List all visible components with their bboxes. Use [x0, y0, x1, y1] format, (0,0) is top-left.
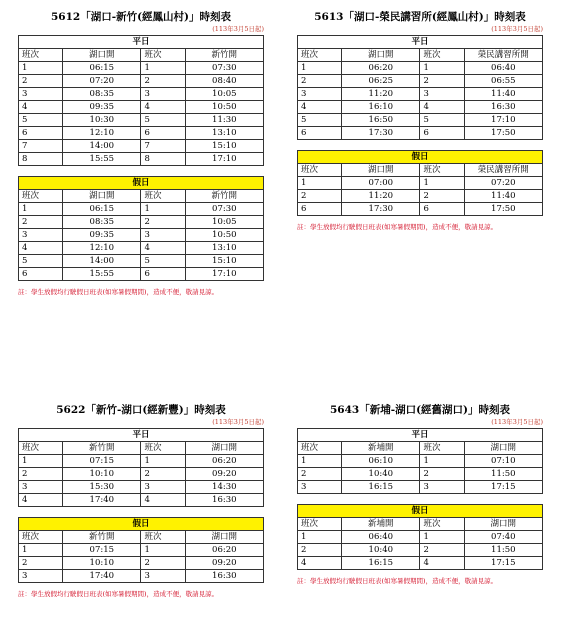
table-row: [298, 101, 543, 114]
header-row: [19, 531, 264, 544]
weekday-table: [18, 428, 264, 507]
section-label: 假日: [19, 518, 264, 531]
trip-number: 1: [19, 62, 63, 75]
weekday-table: [297, 428, 543, 494]
trip-number: 8: [141, 153, 185, 166]
departure-time: 14:00: [63, 255, 141, 268]
column-header: 班次: [420, 164, 464, 177]
departure-time: 16:30: [464, 101, 542, 114]
departure-time: 10:05: [185, 216, 263, 229]
column-header: 湖口開: [464, 442, 542, 455]
departure-time: 16:15: [342, 557, 420, 570]
departure-time: 12:10: [63, 242, 141, 255]
departure-time: 11:40: [464, 88, 542, 101]
header-row: [298, 164, 543, 177]
departure-time: 17:30: [342, 127, 420, 140]
table-row: [298, 75, 543, 88]
departure-time: 07:20: [63, 75, 141, 88]
departure-time: 08:35: [63, 88, 141, 101]
column-header: 新竹開: [185, 190, 263, 203]
column-header: 湖口開: [342, 164, 420, 177]
trip-number: 4: [420, 101, 464, 114]
trip-number: 4: [298, 557, 342, 570]
trip-number: 4: [19, 101, 63, 114]
trip-number: 5: [298, 114, 342, 127]
departure-time: 14:30: [185, 481, 263, 494]
departure-time: 15:55: [63, 153, 141, 166]
departure-time: 09:35: [63, 229, 141, 242]
trip-number: 1: [298, 531, 342, 544]
trip-number: 2: [420, 190, 464, 203]
effective-date: (113年3月5日起): [491, 418, 543, 426]
trip-number: 1: [298, 177, 342, 190]
trip-number: 1: [298, 455, 342, 468]
table-row: [19, 268, 264, 281]
departure-time: 15:30: [63, 481, 141, 494]
column-header: 班次: [298, 49, 342, 62]
section-label: 平日: [19, 36, 264, 49]
trip-number: 2: [298, 190, 342, 203]
trip-number: 6: [298, 203, 342, 216]
section-label: 平日: [298, 429, 543, 442]
departure-time: 06:20: [185, 455, 263, 468]
trip-number: 1: [420, 177, 464, 190]
column-header: 班次: [420, 442, 464, 455]
timetable-title: 5612「湖口-新竹(經鳳山村)」時刻表: [50, 11, 232, 23]
trip-number: 2: [420, 468, 464, 481]
header-row: [298, 442, 543, 455]
table-row: [19, 75, 264, 88]
column-header: 班次: [19, 49, 63, 62]
departure-time: 17:10: [185, 268, 263, 281]
departure-time: 07:30: [185, 62, 263, 75]
trip-number: 1: [141, 62, 185, 75]
column-header: 班次: [298, 164, 342, 177]
column-header: 新竹開: [63, 442, 141, 455]
trip-number: 3: [298, 88, 342, 101]
column-header: 湖口開: [464, 518, 542, 531]
table-row: [298, 481, 543, 494]
departure-time: 11:20: [342, 190, 420, 203]
header-row: [19, 442, 264, 455]
column-header: 班次: [420, 49, 464, 62]
departure-time: 13:10: [185, 242, 263, 255]
schedule-note: 註：學生放假均行駛假日班表(如寒暑假期間)，造成不便，敬請見諒。: [18, 288, 219, 296]
column-header: 湖口開: [63, 49, 141, 62]
departure-time: 16:30: [185, 570, 263, 583]
departure-time: 09:20: [185, 557, 263, 570]
departure-time: 17:15: [464, 557, 542, 570]
column-header: 班次: [141, 190, 185, 203]
table-row: [19, 544, 264, 557]
holiday-table: [18, 176, 264, 281]
trip-number: 2: [19, 468, 63, 481]
departure-time: 06:20: [342, 62, 420, 75]
column-header: 榮民講習所開: [464, 49, 542, 62]
effective-date: (113年3月5日起): [212, 25, 264, 33]
timetable-5622: [18, 403, 264, 598]
trip-number: 5: [141, 114, 185, 127]
departure-time: 17:50: [464, 203, 542, 216]
trip-number: 1: [420, 62, 464, 75]
departure-time: 06:15: [63, 62, 141, 75]
trip-number: 4: [420, 557, 464, 570]
table-row: [298, 114, 543, 127]
timetable-5643: [297, 403, 543, 585]
departure-time: 13:10: [185, 127, 263, 140]
column-header: 湖口開: [185, 442, 263, 455]
departure-time: 07:00: [342, 177, 420, 190]
timetable-5612: [18, 10, 264, 296]
table-row: [298, 531, 543, 544]
schedule-note: 註：學生放假均行駛假日班表(如寒暑假期間)，造成不便，敬請見諒。: [297, 223, 498, 231]
departure-time: 16:10: [342, 101, 420, 114]
trip-number: 4: [19, 494, 63, 507]
trip-number: 2: [141, 557, 185, 570]
table-row: [298, 62, 543, 75]
column-header: 榮民講習所開: [464, 164, 542, 177]
departure-time: 17:10: [464, 114, 542, 127]
holiday-table: [18, 517, 264, 583]
trip-number: 3: [298, 481, 342, 494]
column-header: 班次: [19, 531, 63, 544]
departure-time: 17:15: [464, 481, 542, 494]
table-row: [19, 101, 264, 114]
effective-date: (113年3月5日起): [491, 25, 543, 33]
departure-time: 09:35: [63, 101, 141, 114]
trip-number: 4: [298, 101, 342, 114]
trip-number: 1: [141, 544, 185, 557]
trip-number: 6: [141, 127, 185, 140]
header-row: [298, 49, 543, 62]
departure-time: 17:10: [185, 153, 263, 166]
trip-number: 2: [19, 557, 63, 570]
weekday-table: [297, 35, 543, 140]
schedule-note: 註：學生放假均行駛假日班表(如寒暑假期間)，造成不便，敬請見諒。: [18, 590, 219, 598]
trip-number: 2: [298, 75, 342, 88]
departure-time: 17:40: [63, 570, 141, 583]
departure-time: 07:10: [464, 455, 542, 468]
table-row: [19, 140, 264, 153]
trip-number: 4: [141, 242, 185, 255]
table-row: [19, 216, 264, 229]
departure-time: 06:55: [464, 75, 542, 88]
trip-number: 2: [298, 544, 342, 557]
trip-number: 3: [141, 88, 185, 101]
table-row: [298, 544, 543, 557]
departure-time: 11:40: [464, 190, 542, 203]
column-header: 班次: [19, 190, 63, 203]
departure-time: 16:15: [342, 481, 420, 494]
trip-number: 3: [420, 88, 464, 101]
trip-number: 7: [19, 140, 63, 153]
departure-time: 07:20: [464, 177, 542, 190]
trip-number: 4: [141, 101, 185, 114]
table-row: [19, 242, 264, 255]
trip-number: 1: [19, 203, 63, 216]
table-row: [298, 190, 543, 203]
schedule-note: 註：學生放假均行駛假日班表(如寒暑假期間)，造成不便，敬請見諒。: [297, 577, 498, 585]
column-header: 班次: [420, 518, 464, 531]
column-header: 班次: [19, 442, 63, 455]
table-row: [298, 557, 543, 570]
table-row: [19, 88, 264, 101]
column-header: 班次: [141, 531, 185, 544]
column-header: 班次: [141, 49, 185, 62]
departure-time: 07:15: [63, 455, 141, 468]
table-row: [19, 229, 264, 242]
table-row: [19, 114, 264, 127]
section-label: 假日: [19, 177, 264, 190]
table-row: [19, 255, 264, 268]
trip-number: 3: [19, 481, 63, 494]
trip-number: 3: [141, 481, 185, 494]
departure-time: 10:10: [63, 468, 141, 481]
trip-number: 6: [420, 203, 464, 216]
departure-time: 16:50: [342, 114, 420, 127]
trip-number: 2: [141, 75, 185, 88]
holiday-table: [297, 150, 543, 216]
timetable-5613: [297, 10, 543, 231]
departure-time: 11:50: [464, 468, 542, 481]
table-row: [19, 481, 264, 494]
departure-time: 06:25: [342, 75, 420, 88]
departure-time: 07:40: [464, 531, 542, 544]
trip-number: 2: [420, 75, 464, 88]
departure-time: 10:05: [185, 88, 263, 101]
timetable-title: 5643「新埔-湖口(經舊湖口)」時刻表: [329, 404, 511, 416]
column-header: 新埔開: [342, 518, 420, 531]
departure-time: 06:40: [342, 531, 420, 544]
table-row: [298, 203, 543, 216]
departure-time: 11:30: [185, 114, 263, 127]
departure-time: 15:55: [63, 268, 141, 281]
table-row: [298, 177, 543, 190]
table-row: [19, 127, 264, 140]
trip-number: 2: [141, 468, 185, 481]
departure-time: 10:10: [63, 557, 141, 570]
section-label: 平日: [19, 429, 264, 442]
departure-time: 10:50: [185, 229, 263, 242]
table-row: [19, 62, 264, 75]
table-row: [19, 203, 264, 216]
trip-number: 1: [19, 544, 63, 557]
departure-time: 06:40: [464, 62, 542, 75]
trip-number: 3: [19, 88, 63, 101]
departure-time: 06:15: [63, 203, 141, 216]
departure-time: 10:40: [342, 544, 420, 557]
trip-number: 5: [141, 255, 185, 268]
header-row: [298, 518, 543, 531]
table-row: [298, 468, 543, 481]
departure-time: 10:40: [342, 468, 420, 481]
section-label: 假日: [298, 505, 543, 518]
departure-time: 07:15: [63, 544, 141, 557]
header-row: [19, 49, 264, 62]
timetable-title: 5613「湖口-榮民講習所(經鳳山村)」時刻表: [314, 11, 526, 23]
holiday-table: [297, 504, 543, 570]
trip-number: 6: [298, 127, 342, 140]
timetable-title: 5622「新竹-湖口(經新豐)」時刻表: [56, 404, 226, 416]
departure-time: 17:50: [464, 127, 542, 140]
table-row: [19, 153, 264, 166]
table-row: [298, 455, 543, 468]
departure-time: 08:40: [185, 75, 263, 88]
departure-time: 10:50: [185, 101, 263, 114]
trip-number: 7: [141, 140, 185, 153]
trip-number: 2: [420, 544, 464, 557]
departure-time: 07:30: [185, 203, 263, 216]
column-header: 班次: [141, 442, 185, 455]
departure-time: 11:20: [342, 88, 420, 101]
trip-number: 8: [19, 153, 63, 166]
trip-number: 1: [420, 455, 464, 468]
trip-number: 2: [19, 75, 63, 88]
trip-number: 1: [420, 531, 464, 544]
effective-date: (113年3月5日起): [212, 418, 264, 426]
column-header: 班次: [298, 518, 342, 531]
trip-number: 3: [141, 229, 185, 242]
trip-number: 2: [141, 216, 185, 229]
table-row: [19, 570, 264, 583]
trip-number: 6: [141, 268, 185, 281]
weekday-table: [18, 35, 264, 166]
departure-time: 12:10: [63, 127, 141, 140]
trip-number: 4: [19, 242, 63, 255]
departure-time: 17:30: [342, 203, 420, 216]
departure-time: 06:20: [185, 544, 263, 557]
trip-number: 3: [141, 570, 185, 583]
departure-time: 15:10: [185, 140, 263, 153]
table-row: [19, 557, 264, 570]
trip-number: 2: [298, 468, 342, 481]
departure-time: 14:00: [63, 140, 141, 153]
trip-number: 3: [19, 570, 63, 583]
table-row: [298, 88, 543, 101]
trip-number: 1: [298, 62, 342, 75]
departure-time: 06:10: [342, 455, 420, 468]
column-header: 新竹開: [63, 531, 141, 544]
header-row: [19, 190, 264, 203]
trip-number: 5: [420, 114, 464, 127]
departure-time: 17:40: [63, 494, 141, 507]
trip-number: 1: [141, 203, 185, 216]
trip-number: 5: [19, 114, 63, 127]
departure-time: 09:20: [185, 468, 263, 481]
table-row: [19, 455, 264, 468]
trip-number: 3: [420, 481, 464, 494]
column-header: 湖口開: [342, 49, 420, 62]
trip-number: 6: [420, 127, 464, 140]
trip-number: 6: [19, 268, 63, 281]
trip-number: 5: [19, 255, 63, 268]
trip-number: 1: [141, 455, 185, 468]
departure-time: 11:50: [464, 544, 542, 557]
departure-time: 16:30: [185, 494, 263, 507]
table-row: [19, 468, 264, 481]
column-header: 湖口開: [63, 190, 141, 203]
column-header: 班次: [298, 442, 342, 455]
section-label: 平日: [298, 36, 543, 49]
trip-number: 1: [19, 455, 63, 468]
section-label: 假日: [298, 151, 543, 164]
trip-number: 6: [19, 127, 63, 140]
departure-time: 15:10: [185, 255, 263, 268]
table-row: [19, 494, 264, 507]
trip-number: 2: [19, 216, 63, 229]
column-header: 湖口開: [185, 531, 263, 544]
column-header: 新埔開: [342, 442, 420, 455]
column-header: 新竹開: [185, 49, 263, 62]
trip-number: 4: [141, 494, 185, 507]
table-row: [298, 127, 543, 140]
trip-number: 3: [19, 229, 63, 242]
departure-time: 08:35: [63, 216, 141, 229]
departure-time: 10:30: [63, 114, 141, 127]
